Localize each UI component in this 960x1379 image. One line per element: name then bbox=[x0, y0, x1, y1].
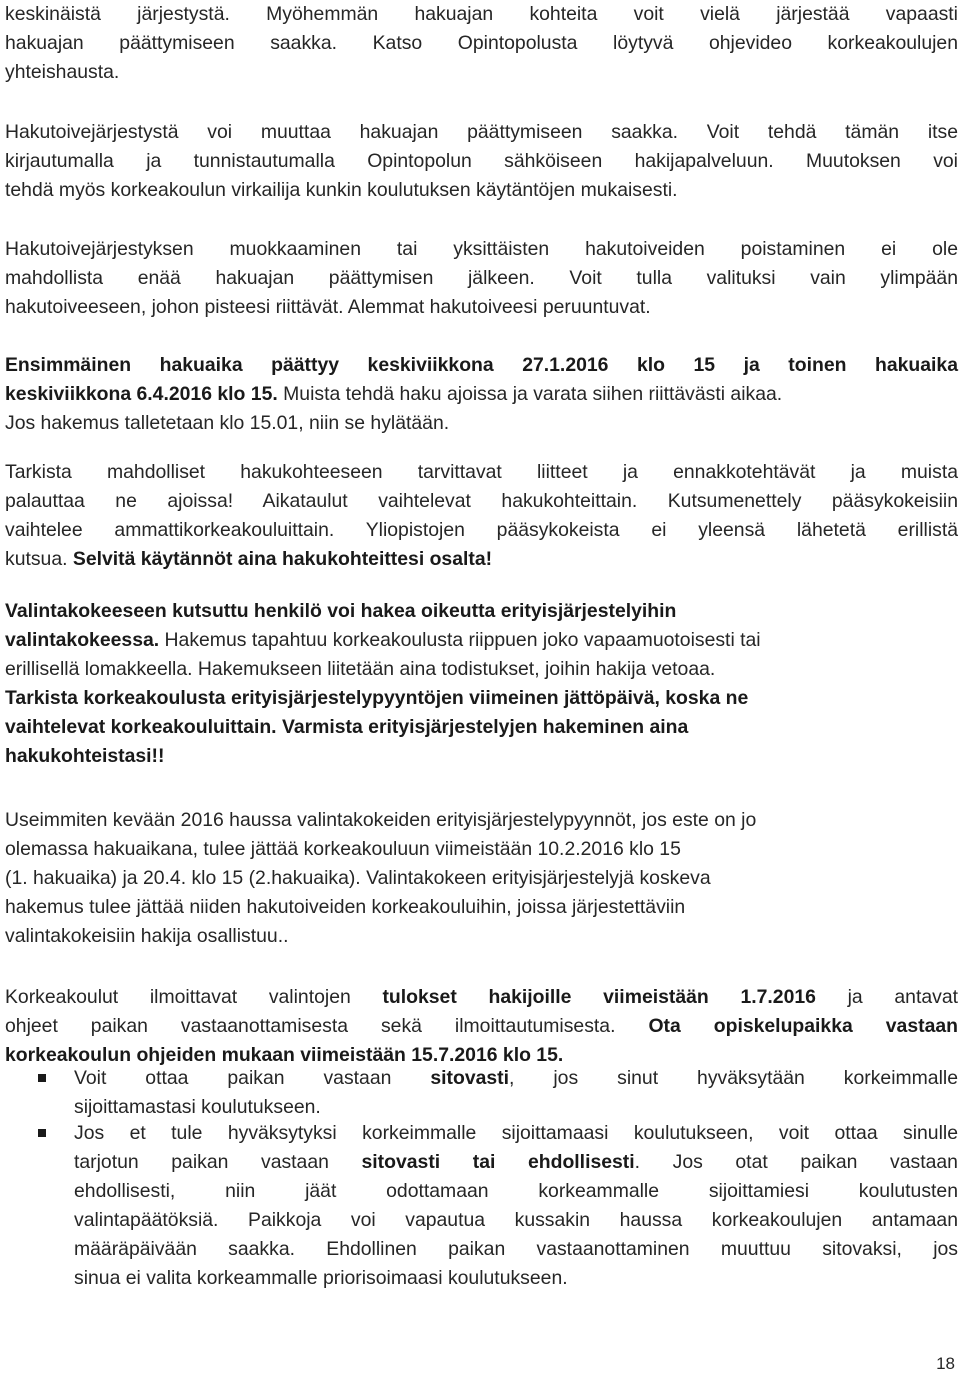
bullet-text bbox=[74, 1064, 958, 1122]
text-line-bold: vaihtelevat korkeakouluittain. Varmista erityisjärjestelyjen hakeminen aina bbox=[5, 716, 689, 738]
text-run: tarjotun paikan vastaan bbox=[74, 1151, 362, 1173]
emphasis-text: valintakokeessa. bbox=[5, 629, 160, 651]
text-run: Valintakokeen erityisjärjestelyjä koskeva bbox=[360, 867, 711, 889]
text-line: Hakutoivejärjestystä voi muuttaa hakuajan päättymiseen saakka. Voit tehdä tämän itse bbox=[5, 121, 958, 143]
text-line-bold: korkeakoulun ohjeiden mukaan viimeistään 15.7.2016 klo 15. bbox=[5, 1044, 564, 1066]
text-line: hakemus tulee jättää niiden hakutoiveiden korkeakouluihin, joissa järjestettäviin bbox=[5, 896, 686, 918]
paragraph-order-change bbox=[5, 118, 958, 205]
emphasis-text: sitovasti tai ehdollisesti bbox=[361, 1151, 635, 1173]
text-run: Korkeakoulut ilmoittavat valintojen bbox=[5, 986, 383, 1008]
text-run: . Jos otat paikan vastaan bbox=[634, 1151, 958, 1173]
text-run: Muista tehdä haku ajoissa ja varata siihen riittävästi aikaa. bbox=[277, 383, 783, 405]
text-line: Jos et tule hyväksytyksi korkeimmalle sijoittamaasi koulutukseen, voit ottaa sinulle bbox=[74, 1122, 958, 1144]
text-line: Jos hakemus talletetaan klo 15.01, niin se hylätään. bbox=[5, 412, 450, 434]
text-run: kutsua. bbox=[5, 548, 73, 570]
text-line: olemassa hakuaikana, tulee jättää korkeakouluun viimeistään 10.2.2016 klo 15 bbox=[5, 838, 681, 860]
paragraph-results bbox=[5, 983, 958, 1070]
text-line: hakutoiveeseen, johon pisteesi riittävät. Alemmat hakutoiveesi peruuntuvat. bbox=[5, 296, 651, 318]
text-line-bold: Ensimmäinen hakuaika päättyy keskiviikkona 27.1.2016 klo 15 ja toinen hakuaika bbox=[5, 354, 958, 376]
text-line: ehdollisesti, niin jäät odottamaan korkeammalle sijoittamiesi koulutusten bbox=[74, 1180, 958, 1202]
paragraph-special-requests-2016 bbox=[5, 806, 958, 951]
text-line: sijoittamastasi koulutukseen. bbox=[74, 1096, 321, 1118]
text-line: keskinäistä järjestystä. Myöhemmän hakuajan kohteita voit vielä järjestää vapaasti bbox=[5, 3, 958, 25]
text-line: palauttaa ne ajoissa! Aikataulut vaihtelevat hakukohteittain. Kutsumenettely pääsykokeisiin bbox=[5, 490, 958, 512]
text-line: tehdä myös korkeakoulun virkailija kunkin koulutuksen käytäntöjen mukaisesti. bbox=[5, 179, 678, 201]
deadline-emphasis: keskiviikkona 6.4.2016 klo 15. bbox=[5, 383, 278, 405]
bullet-square-icon bbox=[38, 1074, 46, 1082]
text-line bbox=[5, 1012, 958, 1041]
text-line: kirjautumalla ja tunnistautumalla Opintopolun sähköiseen hakijapalveluun. Muutoksen voi bbox=[5, 150, 958, 172]
text-line: valintakokeisiin hakija osallistuu.. bbox=[5, 925, 289, 947]
text-run: (1. hakuaika) ja 20.4. klo 15 (2.hakuaika). bbox=[5, 867, 361, 889]
text-line: Tarkista mahdolliset hakukohteeseen tarvittavat liitteet ja ennakkotehtävät ja muista bbox=[5, 461, 958, 483]
text-line: erillisellä lomakkeella. Hakemukseen liitetään aina todistukset, joihin hakija vetoaa. bbox=[5, 658, 716, 680]
text-run: ja antavat bbox=[815, 986, 959, 1008]
text-line: mahdollista enää hakuajan päättymisen jälkeen. Voit tulla valituksi vain ylimpään bbox=[5, 267, 958, 289]
paragraph-intro bbox=[5, 0, 958, 87]
text-line: määräpäivään saakka. Ehdollinen paikan vastaanottaminen muuttuu sitovaksi, jos bbox=[74, 1238, 958, 1260]
bullet-text bbox=[74, 1119, 958, 1293]
text-line: yhteishausta. bbox=[5, 61, 120, 83]
text-line bbox=[5, 864, 958, 893]
text-line: Hakutoivejärjestyksen muokkaaminen tai yksittäisten hakutoiveiden poistaminen ei ole bbox=[5, 238, 958, 260]
text-line bbox=[5, 983, 958, 1012]
text-line bbox=[74, 1148, 958, 1177]
text-run: Voit ottaa paikan vastaan bbox=[74, 1067, 431, 1089]
emphasis-text: Selvitä käytännöt aina hakukohteittesi osalta! bbox=[72, 548, 493, 570]
text-line: vaihtelee ammattikorkeakouluittain. Yliopistojen pääsykokeista ei yleensä lähetetä erillistä bbox=[5, 519, 958, 541]
paragraph-deadlines bbox=[5, 351, 958, 438]
text-line bbox=[74, 1064, 958, 1093]
text-line: hakuajan päättymiseen saakka. Katso Opintopolusta löytyvä ohjevideo korkeakoulujen bbox=[5, 32, 958, 54]
text-run: ohjeet paikan vastaanottamisesta sekä ilmoittautumisesta. bbox=[5, 1015, 649, 1037]
text-line: sinua ei valita korkeammalle priorisoimaasi koulutukseen. bbox=[74, 1267, 568, 1289]
text-line bbox=[5, 545, 958, 574]
emphasis-text: sitovasti bbox=[430, 1067, 510, 1089]
text-run: , jos sinut hyväksytään korkeimmalle bbox=[509, 1067, 958, 1089]
paragraph-after-deadline bbox=[5, 235, 958, 322]
text-line-bold: Valintakokeeseen kutsuttu henkilö voi hakea oikeutta erityisjärjestelyihin bbox=[5, 600, 677, 622]
text-line bbox=[5, 626, 958, 655]
text-line bbox=[5, 380, 958, 409]
bullet-square-icon bbox=[38, 1129, 46, 1137]
text-line: Useimmiten kevään 2016 haussa valintakokeiden erityisjärjestelypyynnöt, jos este on jo bbox=[5, 809, 757, 831]
page-number: 18 bbox=[936, 1354, 955, 1373]
text-run: Hakemus tapahtuu korkeakoulusta riippuen joko vapaamuotoisesti tai bbox=[159, 629, 761, 651]
document-page bbox=[5, 0, 958, 1379]
emphasis-text: tulokset hakijoille viimeistään 1.7.2016 bbox=[382, 986, 816, 1008]
emphasis-text: Ota opiskelupaikka vastaan bbox=[648, 1015, 958, 1037]
text-line-bold: Tarkista korkeakoulusta erityisjärjestelypyyntöjen viimeinen jättöpäivä, koska ne bbox=[5, 687, 749, 709]
text-line: valintapäätöksiä. Paikkoja voi vapautua kussakin haussa korkeakoulujen antamaan bbox=[74, 1209, 958, 1231]
paragraph-special-arrangements bbox=[5, 597, 958, 771]
paragraph-attachments bbox=[5, 458, 958, 574]
text-line-bold: hakukohteistasi!! bbox=[5, 745, 165, 767]
